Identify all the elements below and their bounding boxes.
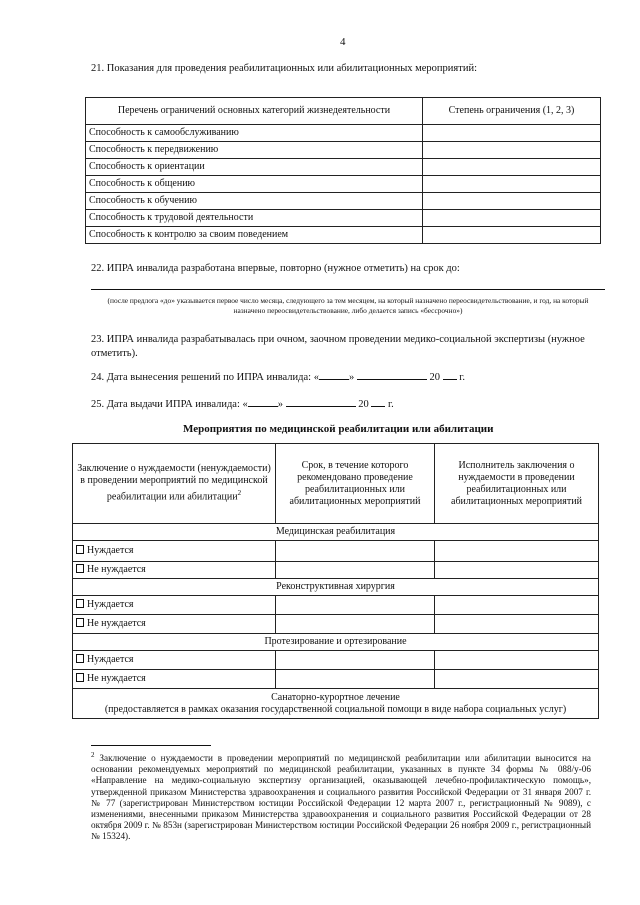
checkbox-icon[interactable] bbox=[76, 618, 84, 627]
group-title-medical-rehab: Медицинская реабилитация bbox=[73, 524, 599, 541]
item-25-line bbox=[91, 396, 394, 412]
section-title: Мероприятия по медицинской реабилитации или абилитации bbox=[183, 423, 494, 435]
term-fill-line[interactable] bbox=[91, 289, 605, 290]
option-label: Нуждается bbox=[87, 599, 134, 610]
limitation-row-label: Способность к самообслуживанию bbox=[86, 125, 423, 142]
item-24-year-prefix: 20 bbox=[429, 372, 440, 383]
checkbox-icon[interactable] bbox=[76, 654, 84, 663]
item-25-month-field[interactable] bbox=[286, 396, 356, 407]
checkbox-icon[interactable] bbox=[76, 599, 84, 608]
footnote-mark: 2 bbox=[91, 751, 95, 759]
executor-cell[interactable] bbox=[435, 596, 599, 615]
item-24-line bbox=[91, 369, 465, 385]
term-cell[interactable] bbox=[276, 670, 435, 689]
executor-cell[interactable] bbox=[435, 562, 599, 579]
footnote-ref: 2 bbox=[237, 489, 242, 498]
item-22-note: (после предлога «до» указывается первое число месяца, следующего за тем месяцем, на который назначено переосвидетельствование, и год, на который назначено переосвидетельствование, либо делается запись «бессрочно») bbox=[107, 296, 589, 315]
checkbox-icon[interactable] bbox=[76, 545, 84, 554]
item-24-month-field[interactable] bbox=[357, 369, 427, 380]
limitation-degree-cell[interactable] bbox=[423, 142, 601, 159]
option-label: Нуждается bbox=[87, 545, 134, 556]
option-not-needs[interactable] bbox=[73, 615, 276, 634]
term-cell[interactable] bbox=[276, 651, 435, 670]
spa-treatment-row bbox=[73, 689, 599, 719]
limitation-row-label: Способность к контролю за своим поведением bbox=[86, 227, 423, 244]
group-title-prosthetics: Протезирование и ортезирование bbox=[73, 634, 599, 651]
checkbox-icon[interactable] bbox=[76, 673, 84, 682]
item-24-label: 24. Дата вынесения решений по ИПРА инвалида: « bbox=[91, 372, 319, 383]
limitations-header-left: Перечень ограничений основных категорий жизнедеятельности bbox=[86, 98, 423, 125]
item-23-text: 23. ИПРА инвалида разрабатывалась при очном, заочном проведении медико-социальной экспертизы (нужное отметить). bbox=[91, 334, 585, 359]
item-24-day-field[interactable] bbox=[319, 369, 349, 380]
term-cell[interactable] bbox=[276, 562, 435, 579]
item-25-year-prefix: 20 bbox=[358, 399, 369, 410]
limitation-degree-cell[interactable] bbox=[423, 176, 601, 193]
spa-treatment-title: Санаторно-курортное лечение bbox=[271, 691, 400, 703]
footnote-text: Заключение о нуждаемости в проведении мероприятий по медицинской реабилитации или абилитации выносится на основании рекомендуемых мероприятий по медицинской реабилитации, указанных в пункте 34 формы № 088/у-06 «Направление на медико-социальную экспертизу организацией, оказывающей лечебно-профилактическую помощь», утвержденной приказом Министерства здравоохранения и социального развития Российской Федерации от 31 января 2007 г. № 77 (зарегистрирован Министерством юстиции Российской Федерации 12 марта 2007 г., регистрационный № 9089), с изменениями, внесенными приказом Министерства здравоохранения и социального развития Российской Федерации от 28 октября 2009 г. № 853н (зарегистрирован Министерством юстиции Российской Федерации 26 ноября 2009 г., регистрационный № 15324). bbox=[91, 753, 591, 842]
option-needs[interactable] bbox=[73, 651, 276, 670]
term-cell[interactable] bbox=[276, 596, 435, 615]
page-number: 4 bbox=[340, 36, 346, 48]
measures-header-col2: Срок, в течение которого рекомендовано проведение реабилитационных или абилитационных мероприятий bbox=[276, 444, 435, 524]
item-22-text: 22. ИПРА инвалида разработана впервые, повторно (нужное отметить) на срок до: bbox=[91, 263, 460, 274]
item-24-year-field[interactable] bbox=[443, 369, 457, 380]
limitations-header-right: Степень ограничения (1, 2, 3) bbox=[423, 98, 601, 125]
option-label: Не нуждается bbox=[87, 564, 146, 575]
option-needs[interactable] bbox=[73, 541, 276, 562]
checkbox-icon[interactable] bbox=[76, 564, 84, 573]
item-25-quote: » bbox=[277, 399, 284, 410]
limitation-degree-cell[interactable] bbox=[423, 227, 601, 244]
measures-table bbox=[72, 443, 599, 719]
executor-cell[interactable] bbox=[435, 615, 599, 634]
limitation-row-label: Способность к ориентации bbox=[86, 159, 423, 176]
limitation-degree-cell[interactable] bbox=[423, 210, 601, 227]
option-label: Нуждается bbox=[87, 654, 134, 665]
limitation-degree-cell[interactable] bbox=[423, 125, 601, 142]
limitation-degree-cell[interactable] bbox=[423, 159, 601, 176]
item-25-label: 25. Дата выдачи ИПРА инвалида: « bbox=[91, 399, 248, 410]
item-21-text: 21. Показания для проведения реабилитационных или абилитационных мероприятий: bbox=[91, 63, 477, 74]
executor-cell[interactable] bbox=[435, 651, 599, 670]
item-24-g: г. bbox=[459, 372, 465, 383]
group-title-reconstructive-surgery: Реконструктивная хирургия bbox=[73, 579, 599, 596]
item-25-g: г. bbox=[388, 399, 394, 410]
item-25-day-field[interactable] bbox=[248, 396, 278, 407]
executor-cell[interactable] bbox=[435, 541, 599, 562]
spa-treatment-note: (предоставляется в рамках оказания государственной социальной помощи в виде набора социальных услуг) bbox=[104, 703, 567, 715]
limitations-table bbox=[85, 97, 601, 244]
term-cell[interactable] bbox=[276, 615, 435, 634]
limitation-degree-cell[interactable] bbox=[423, 193, 601, 210]
footnote bbox=[91, 750, 591, 843]
item-25-year-field[interactable] bbox=[371, 396, 385, 407]
option-not-needs[interactable] bbox=[73, 562, 276, 579]
option-needs[interactable] bbox=[73, 596, 276, 615]
option-not-needs[interactable] bbox=[73, 670, 276, 689]
limitation-row-label: Способность к трудовой деятельности bbox=[86, 210, 423, 227]
term-cell[interactable] bbox=[276, 541, 435, 562]
option-label: Не нуждается bbox=[87, 673, 146, 684]
measures-header-col1-text: Заключение о нуждаемости (ненуждаемости) в проведении мероприятий по медицинской реабилитации или абилитации bbox=[77, 463, 271, 503]
footnote-separator bbox=[91, 745, 211, 746]
measures-header-col3: Исполнитель заключения о нуждаемости в проведении реабилитационных или абилитационных мероприятий bbox=[435, 444, 599, 524]
item-24-quote: » bbox=[348, 372, 355, 383]
limitation-row-label: Способность к обучению bbox=[86, 193, 423, 210]
limitation-row-label: Способность к передвижению bbox=[86, 142, 423, 159]
limitation-row-label: Способность к общению bbox=[86, 176, 423, 193]
measures-header-col1 bbox=[73, 444, 276, 524]
executor-cell[interactable] bbox=[435, 670, 599, 689]
option-label: Не нуждается bbox=[87, 618, 146, 629]
